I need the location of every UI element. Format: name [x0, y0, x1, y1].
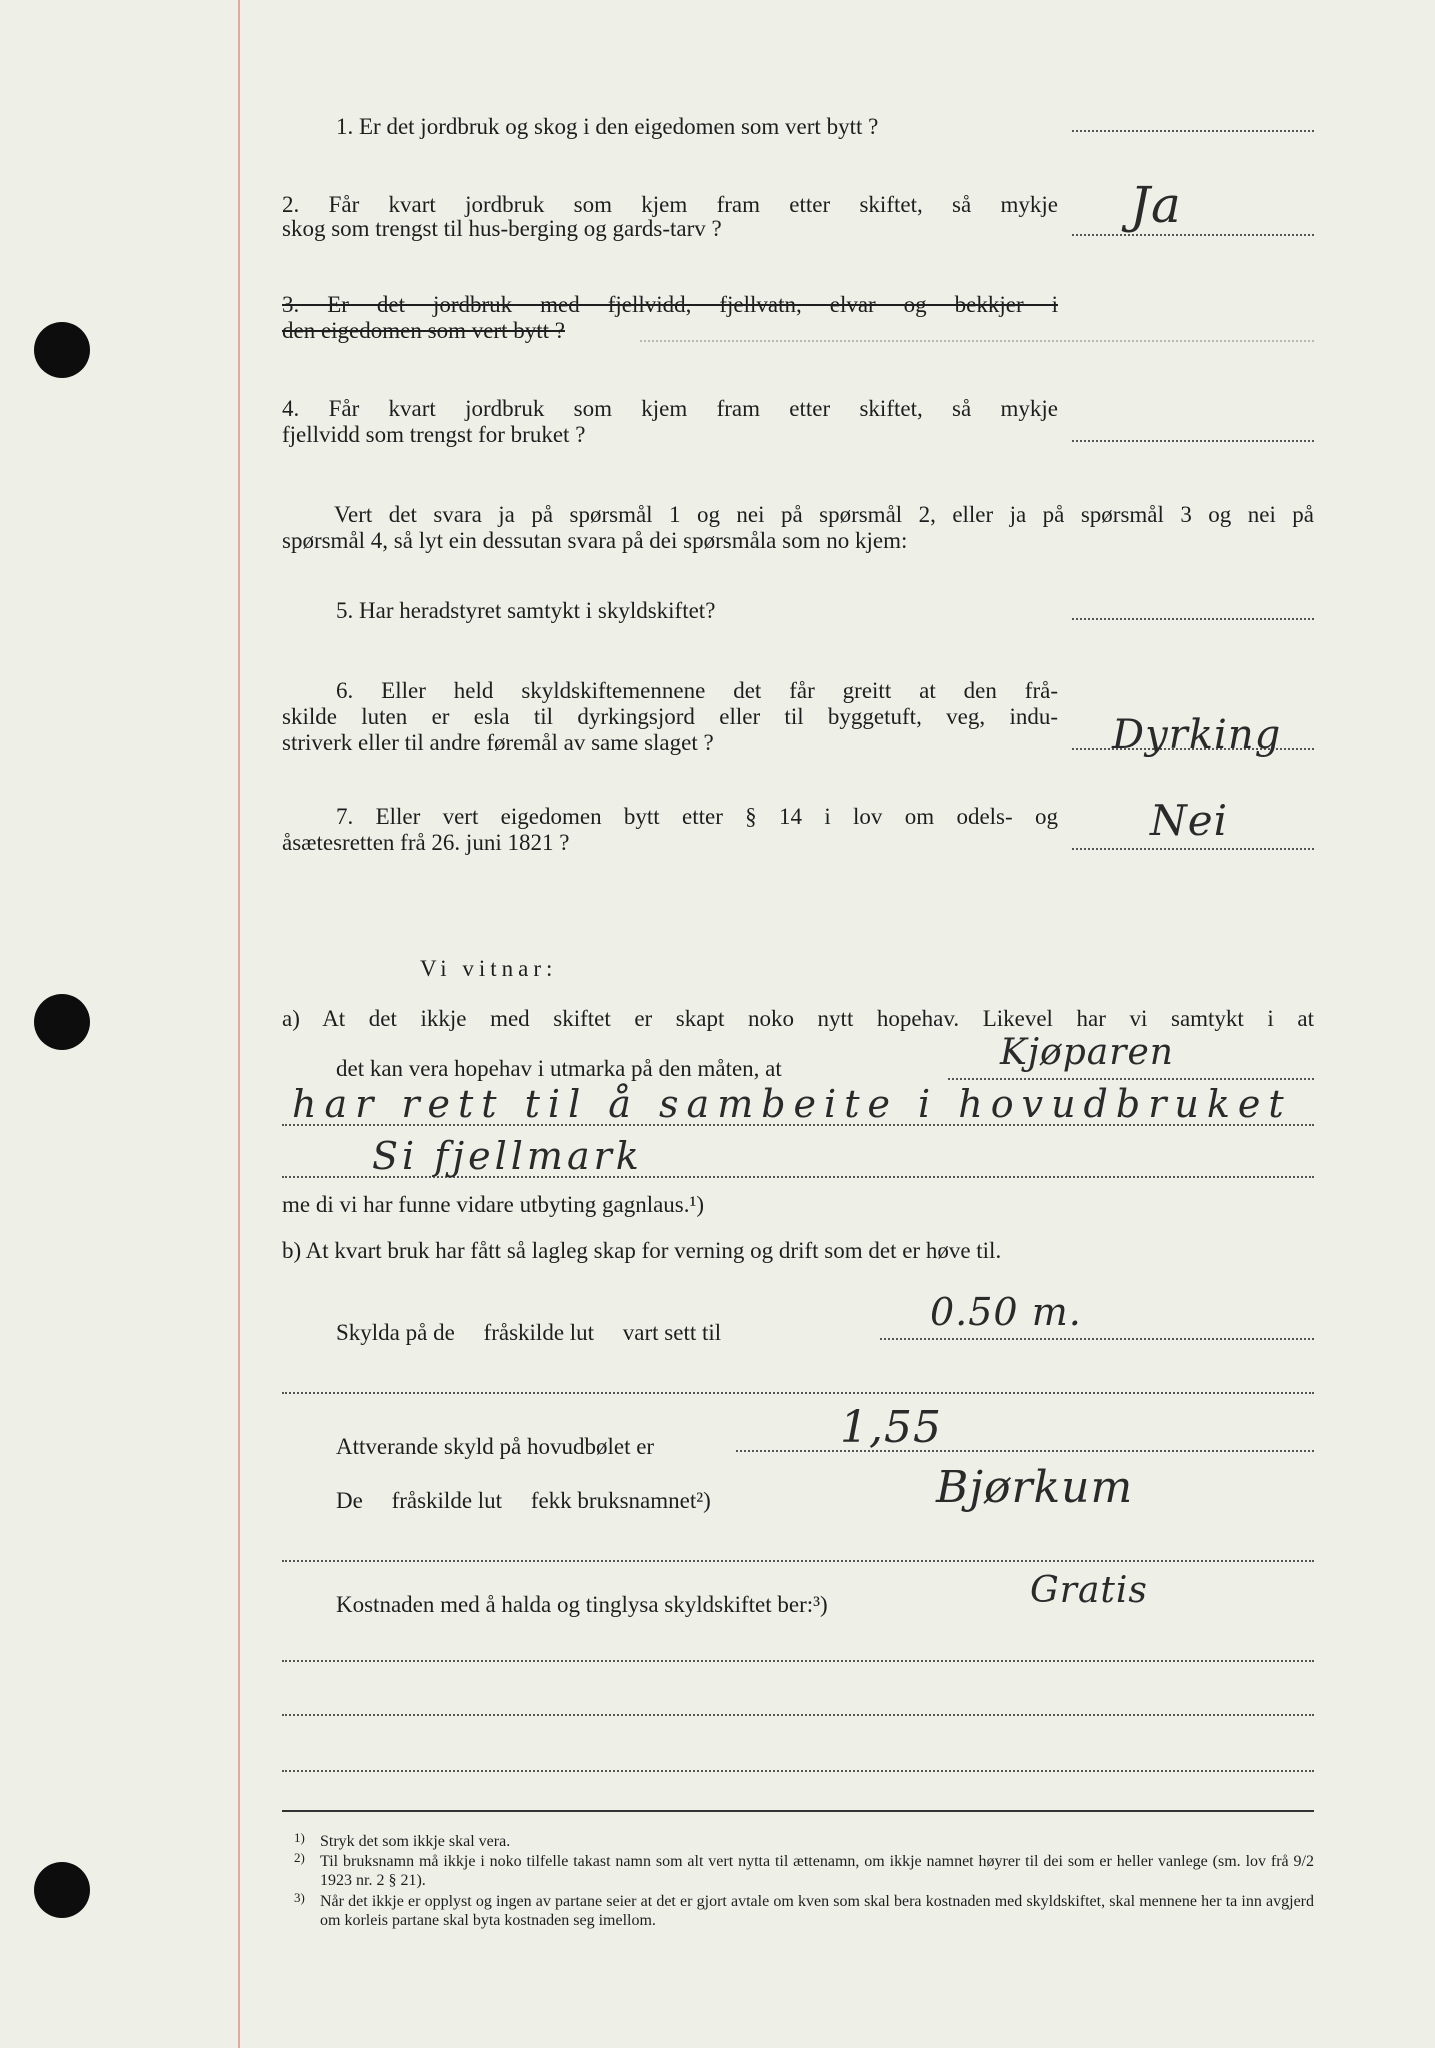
kostnad-field-2	[282, 1714, 1314, 1716]
footnote-1: 1) Stryk det som ikkje skal vera.	[294, 1830, 511, 1850]
punch-hole	[34, 322, 90, 378]
question-5: 5. Har heradstyret samtykt i skyldskiftet?	[336, 598, 716, 623]
answer-6-handwriting: Dyrking	[1112, 712, 1282, 758]
witness-heading: Vi vitnar:	[420, 956, 558, 981]
question-7-line-2: åsætesretten frå 26. juni 1821 ?	[282, 830, 570, 855]
question-4-line-2: fjellvidd som trengst for bruket ?	[282, 422, 586, 447]
question-3-line-2: den eigedomen som vert bytt ?	[282, 318, 565, 343]
margin-line	[238, 0, 240, 2048]
answer-7-handwriting: Nei	[1150, 796, 1229, 845]
question-3-line-1: 3. Er det jordbruk med fjellvidd, fjellvatn, elvar og bekkjer i	[282, 292, 1058, 317]
footnote-divider	[282, 1810, 1314, 1812]
attverande-field	[736, 1450, 1314, 1452]
skylda-field-2	[282, 1392, 1314, 1394]
bruksnamn-label: De fråskilde lut fekk bruksnamnet²)	[336, 1488, 711, 1513]
footnote-2: 2) Til bruksnamn må ikkje i noko tilfelle takast namn som alt vert nytta til ættenamn, om ikkje namnet høyrer til dei som er heller vanlege (sm. lov frå 9/2 1923 nr. 2 § 21).	[294, 1850, 1314, 1889]
question-2-line-1: 2. Får kvart jordbruk som kjem fram etter skiftet, så mykje	[282, 192, 1058, 217]
witness-a-handwriting-2: har rett til å sambeite i hovudbruket	[292, 1082, 1292, 1126]
witness-a-field-1	[948, 1078, 1314, 1080]
witness-a-line-2: det kan vera hopehav i utmarka på den måten, at	[336, 1056, 782, 1081]
answer-line-1	[1072, 130, 1314, 132]
witness-a-line-1: a) At det ikkje med skiftet er skapt noko nytt hopehav. Likevel har vi samtykt i at	[282, 1006, 1314, 1031]
question-4-line-1: 4. Får kvart jordbruk som kjem fram etter skiftet, så mykje	[282, 396, 1058, 421]
question-1: 1. Er det jordbruk og skog i den eigedomen som vert bytt ?	[336, 114, 879, 139]
witness-a-handwriting-3: Si fjellmark	[372, 1134, 643, 1178]
bruksnamn-value-handwriting: Bjørkum	[936, 1462, 1134, 1513]
question-6-line-3: striverk eller til andre føremål av same slaget ?	[282, 730, 714, 755]
question-6-line-2: skilde luten er esla til dyrkingsjord eller til byggetuft, veg, indu-	[282, 704, 1058, 729]
intro-line-1: Vert det svara ja på spørsmål 1 og nei på spørsmål 2, eller ja på spørsmål 3 og nei på	[334, 502, 1314, 527]
answer-line-3	[640, 340, 1314, 342]
witness-a-handwriting-1: Kjøparen	[1000, 1032, 1174, 1073]
punch-hole	[34, 1862, 90, 1918]
footnote-3: 3) Når det ikkje er opplyst og ingen av partane seier at det er gjort avtale om kven som skal bera kostnaden med skyldskiftet, skal mennene her ta inn avgjerd om korleis partane skal byta kostnaden seg imellom.	[294, 1890, 1314, 1929]
skylda-field	[880, 1338, 1314, 1340]
attverande-value-handwriting: 1,55	[840, 1402, 942, 1453]
answer-line-4	[1072, 440, 1314, 442]
skylda-value-handwriting: 0.50 m.	[930, 1290, 1082, 1334]
kostnad-value-handwriting: Gratis	[1030, 1570, 1148, 1611]
answer-line-7	[1072, 848, 1314, 850]
kostnad-field-1	[282, 1660, 1314, 1662]
skylda-label: Skylda på de fråskilde lut vart sett til	[336, 1320, 722, 1345]
answer-line-5	[1072, 618, 1314, 620]
question-6-line-1: 6. Eller held skyldskiftemennene det får greitt at den frå-	[336, 678, 1058, 703]
answer-2-handwriting: Ja	[1130, 176, 1182, 234]
intro-line-2: spørsmål 4, så lyt ein dessutan svara på dei spørsmåla som no kjem:	[282, 528, 908, 553]
answer-line-2	[1072, 234, 1314, 236]
bruksnamn-field	[282, 1560, 1314, 1562]
witness-b-line: b) At kvart bruk har fått så lagleg skap for verning og drift som det er høve til.	[282, 1238, 1002, 1263]
question-7-line-1: 7. Eller vert eigedomen bytt etter § 14 i lov om odels- og	[336, 804, 1058, 829]
witness-a-line-3: me di vi har funne vidare utbyting gagnlaus.¹)	[282, 1192, 705, 1217]
kostnad-field-3	[282, 1770, 1314, 1772]
attverande-label: Attverande skyld på hovudbølet er	[336, 1434, 655, 1459]
punch-hole	[34, 994, 90, 1050]
question-2-line-2: skog som trengst til hus-berging og gards-tarv ?	[282, 216, 722, 241]
kostnad-label: Kostnaden med å halda og tinglysa skyldskiftet ber:³)	[336, 1592, 828, 1617]
